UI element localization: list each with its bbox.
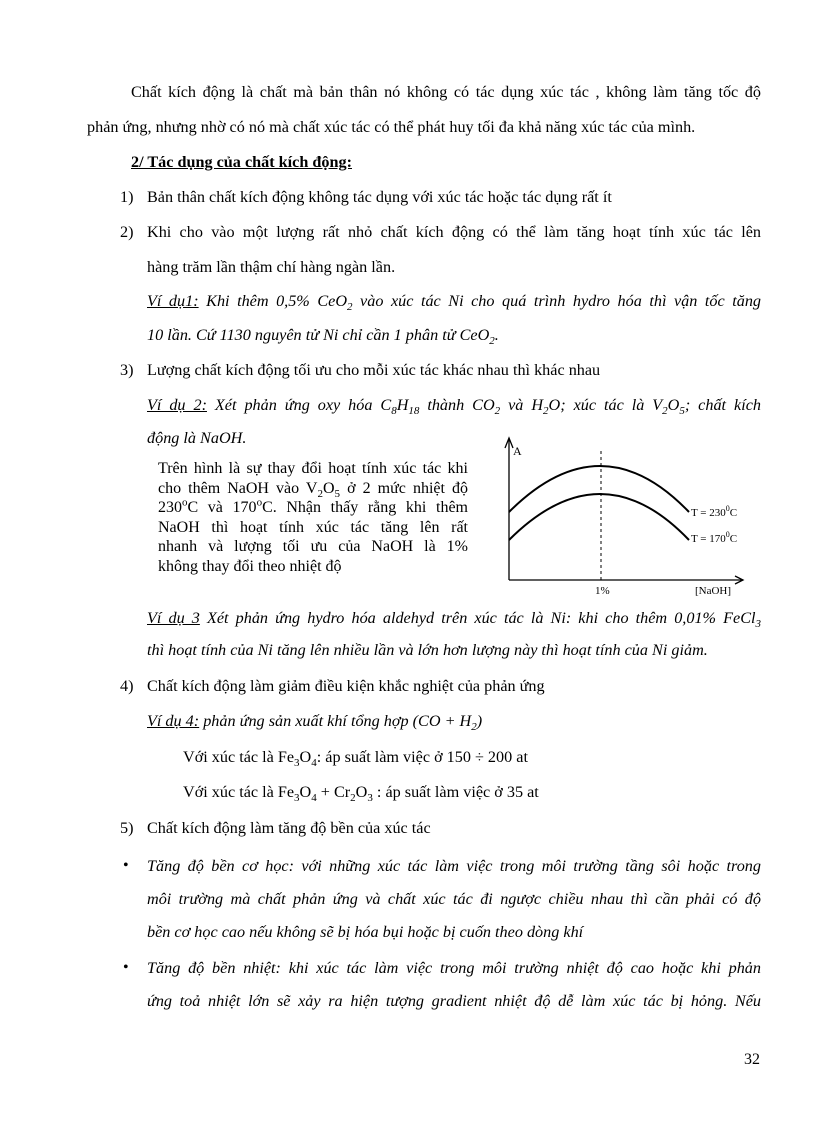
activity-chart bbox=[495, 432, 760, 602]
chart-description bbox=[158, 459, 468, 576]
chart-y-label: A bbox=[513, 444, 522, 458]
bullet-1-line-1: Tăng độ bền cơ học: với những xúc tác làm việc trong môi trường tầng sôi hoặc trong bbox=[147, 857, 761, 875]
example-2-line-2: động là NaOH. bbox=[147, 429, 247, 447]
item-3-number: 3) bbox=[120, 361, 134, 379]
bullet-1-line-3: bền cơ học cao nếu không sẽ bị hóa bụi hoặc bị cuốn theo dòng khí bbox=[147, 923, 584, 941]
series-230-label: $T = 230^0C$ bbox=[691, 504, 738, 519]
item-2-number: 2) bbox=[120, 223, 134, 241]
example-4-catalyst-1: Với xúc tác là $Fe_3O_4$: áp suất làm việc ở 150 ÷ 200 at bbox=[183, 748, 528, 770]
chart-desc-line-1: Trên hình là sự thay đổi hoạt tính xúc tác khi bbox=[158, 460, 468, 477]
chart-desc-line-4: NaOH thì hoạt tính xúc tác tăng lên rất bbox=[158, 518, 468, 536]
example-4-label: Ví dụ 4: bbox=[147, 712, 200, 730]
chart-desc-line-2: cho thêm NaOH vào $V_2O_5$ ở 2 mức nhiệt độ bbox=[158, 479, 468, 500]
example-3-line-1: Ví dụ 3 Xét phản ứng hydro hóa aldehyd trên xúc tác là Ni: khi cho thêm 0,01% FeCl$_3$ bbox=[147, 609, 761, 631]
example-4-line-1: Ví dụ 4: phản ứng sản xuất khí tổng hợp $(CO + H_2)$ bbox=[147, 712, 483, 734]
item-2-line-2: hàng trăm lần thậm chí hàng ngàn lần. bbox=[147, 258, 396, 276]
chart-desc-line-6: không thay đổi theo nhiệt độ bbox=[158, 557, 342, 575]
example-1-label: Ví dụ1: bbox=[147, 292, 199, 310]
series-230-curve bbox=[509, 466, 689, 512]
intro-line-2: phản ứng, nhưng nhờ có nó mà chất xúc tác có thể phát huy tối đa khả năng xúc tác của mình. bbox=[87, 118, 696, 136]
example-1-line-2: 10 lần. Cứ 1130 nguyên tử Ni chỉ cần 1 phân tử CeO$_2$. bbox=[147, 326, 499, 348]
chart-desc-line-5: nhanh và lượng tối ưu của NaOH là 1% bbox=[158, 538, 468, 555]
bullet-dot-1: • bbox=[123, 857, 129, 874]
example-4-catalyst-2: Với xúc tác là $Fe_3O_4 + Cr_2O_3$ : áp suất làm việc ở 35 at bbox=[183, 783, 539, 805]
example-2-line-1: Ví dụ 2: Xét phản ứng oxy hóa $C_8H_{18}$ thành $CO_2$ và $H_2O$; xúc tác là $V_2O_5$; chất kích bbox=[147, 396, 761, 418]
item-5-text: Chất kích động làm tăng độ bền của xúc tác bbox=[147, 819, 431, 837]
chart-x-label: [NaOH] bbox=[695, 585, 732, 597]
item-1-text: Bản thân chất kích động không tác dụng với xúc tác hoặc tác dụng rất ít bbox=[147, 188, 612, 206]
bullet-1-line-2: môi trường mà chất phản ứng và chất xúc tác đi ngược chiều nhau thì cần phải có độ bbox=[147, 890, 761, 908]
example-3-line-2: thì hoạt tính của Ni tăng lên nhiều lần và lớn hơn lượng này thì hoạt tính của Ni giảm. bbox=[147, 641, 708, 659]
series-170-curve bbox=[509, 494, 689, 540]
example-3-label: Ví dụ 3 bbox=[147, 609, 200, 627]
chart-x-tick-1pct: 1% bbox=[595, 585, 610, 597]
intro-line-1: Chất kích động là chất mà bản thân nó không có tác dụng xúc tác , không làm tăng tốc độ bbox=[131, 83, 761, 101]
series-170-label: $T = 170^0C$ bbox=[691, 530, 738, 545]
bullet-dot-2: • bbox=[123, 959, 129, 976]
item-3-text: Lượng chất kích động tối ưu cho mỗi xúc tác khác nhau thì khác nhau bbox=[147, 361, 601, 379]
example-1-line-1: Ví dụ1: Khi thêm 0,5% CeO$_2$ vào xúc tác Ni cho quá trình hydro hóa thì vận tốc tăng bbox=[147, 292, 762, 314]
item-4-text: Chất kích động làm giảm điều kiện khắc nghiệt của phản ứng bbox=[147, 677, 545, 695]
bullet-2-line-1: Tăng độ bền nhiệt: khi xúc tác làm việc trong môi trường nhiệt độ cao hoặc khi phản bbox=[147, 959, 761, 977]
bullet-2-line-2: ứng toả nhiệt lớn sẽ xảy ra hiện tượng gradient nhiệt độ dễ làm xúc tác bị hỏng. Nếu bbox=[147, 992, 761, 1010]
item-1-number: 1) bbox=[120, 188, 134, 206]
item-2-line-1: Khi cho vào một lượng rất nhỏ chất kích động có thể làm tăng hoạt tính xúc tác lên bbox=[147, 223, 761, 241]
item-5-number: 5) bbox=[120, 819, 134, 837]
example-2-label: Ví dụ 2: bbox=[147, 396, 207, 414]
chart-desc-line-3: 230$^o$C và 170$^o$C. Nhận thấy rằng khi thêm bbox=[158, 496, 468, 516]
item-4-number: 4) bbox=[120, 677, 134, 695]
page-number: 32 bbox=[744, 1051, 760, 1068]
section-heading: 2/ Tác dụng của chất kích động: bbox=[131, 153, 352, 171]
